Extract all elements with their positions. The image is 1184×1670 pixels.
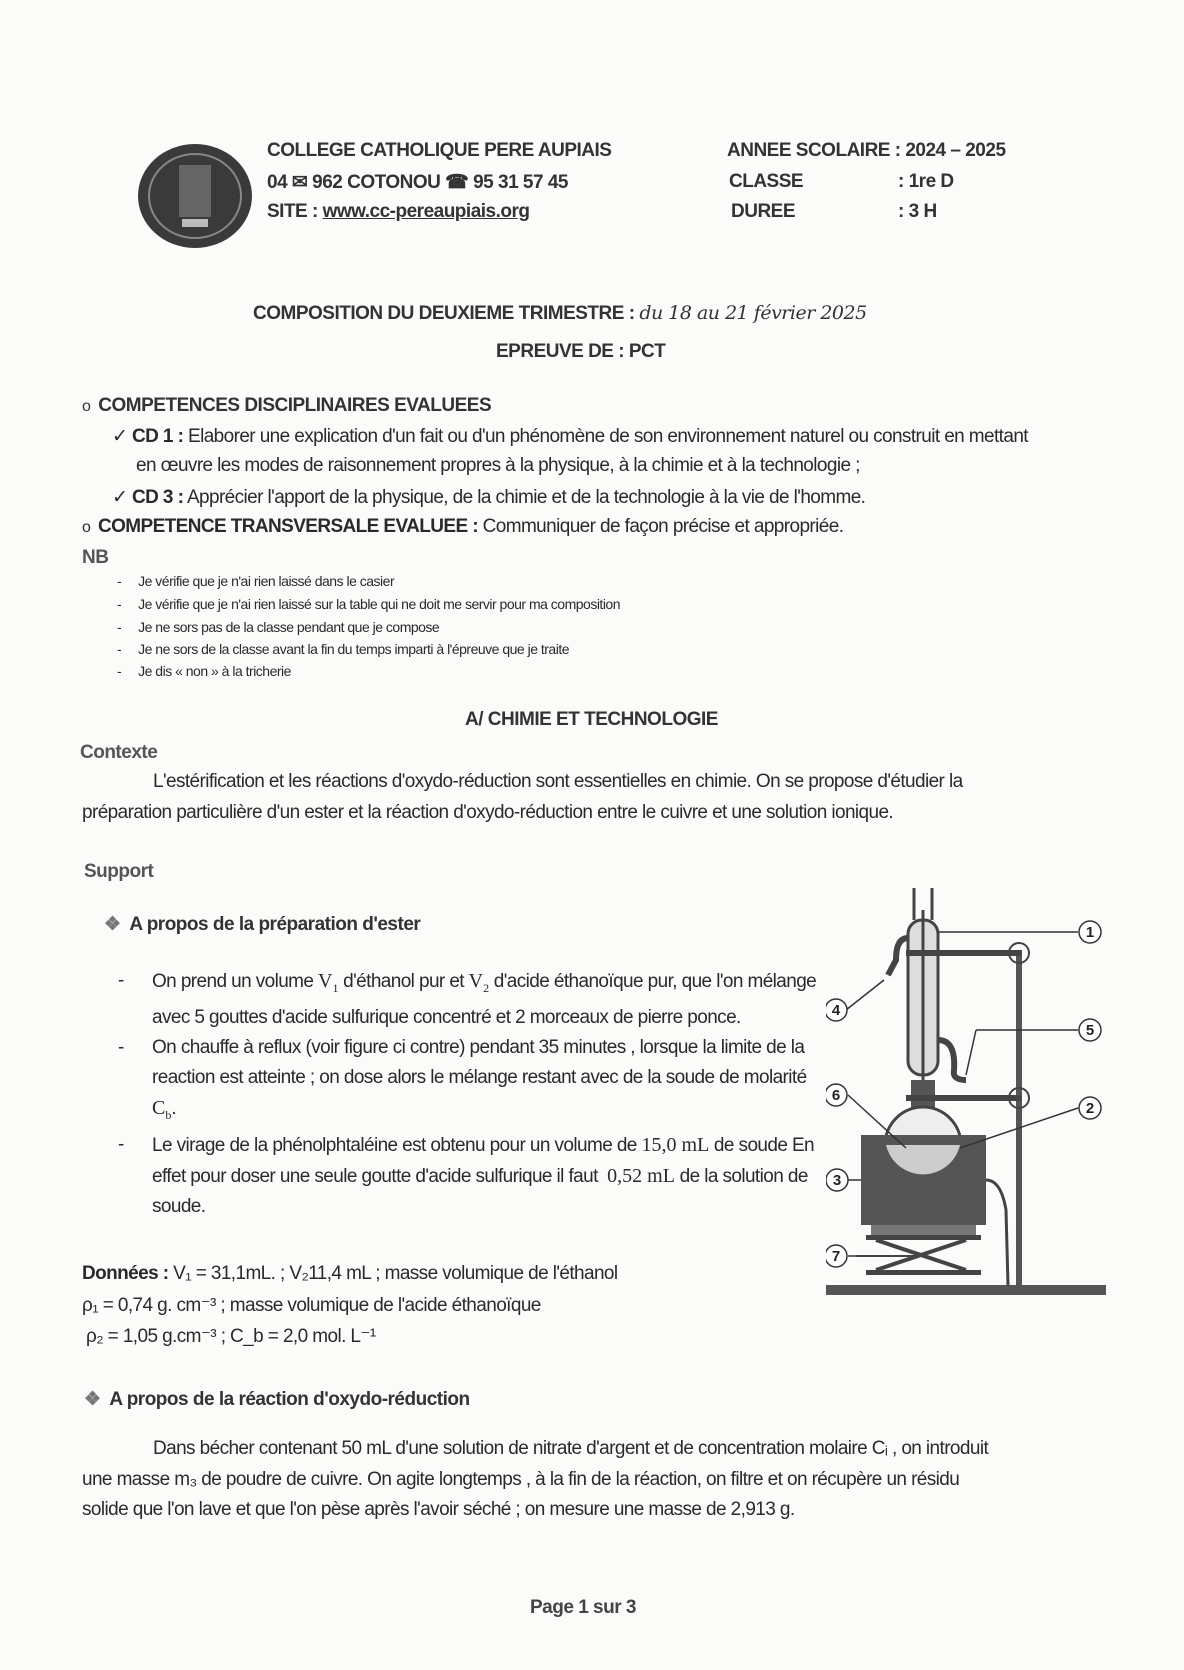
nb-item: - Je dis « non » à la tricherie [117,663,291,679]
epreuve-title: EPREUVE DE : PCT [496,341,666,362]
school-address [267,171,568,194]
donnees-label: Données : [82,1263,169,1284]
school-name: COLLEGE CATHOLIQUE PERE AUPIAIS [267,140,612,161]
contexte-line-1: L'estérification et les réactions d'oxydo-réduction sont essentielles en chimie. On se propose d'étudier la [153,771,963,792]
competence-transversale: o COMPETENCE TRANSVERSALE EVALUEE : Communiquer de façon précise et appropriée. [82,516,844,537]
nb-item-text: Je ne sors pas de la classe pendant que je compose [138,619,440,635]
redox-line-3: solide que l'on lave et que l'on pèse après l'avoir séché ; on mesure une masse de 2,913 g. [82,1499,795,1520]
competences-heading: o COMPETENCES DISCIPLINAIRES EVALUEES [82,395,492,416]
figure-label: 4 [831,1002,841,1019]
reflux-apparatus-figure [826,880,1116,1310]
figure-label: 6 [831,1087,841,1104]
nb-item: - Je vérifie que je n'ai rien laissé sur la table qui ne doit me servir pour ma composition [117,596,620,612]
duree-label: DUREE [731,201,796,222]
diamond-bullet-icon: ❖ [104,914,121,935]
transversal-label: COMPETENCE TRANSVERSALE EVALUEE : [98,516,478,537]
ester-list [118,966,818,1222]
nb-label: NB [82,547,109,568]
nb-item-text: Je vérifie que je n'ai rien laissé sur la table qui ne doit me servir pour ma composition [138,596,620,612]
cd1-line-2: en œuvre les modes de raisonnement propres à la physique, à la chimie et à la technologie ; [136,455,860,476]
nb-item: - Je ne sors pas de la classe pendant que je compose [117,619,440,635]
figure-label: 1 [1085,924,1095,941]
address-prefix: 04 [267,172,288,193]
site-url[interactable]: www.cc-pereaupiais.org [322,201,530,222]
figure-label: 3 [832,1172,842,1189]
ester-item-text: Le virage de la phénolphtaléine est obtenu pour un volume de 15,0 mL de soude En effet pour doser une seule goutte d'acide sulfurique il faut 0,52 mL de la solution de soude. [152,1134,815,1217]
ester-item-text: On prend un volume $V_1$ d'éthanol pur et $V_2$ d'acide éthanoïque pur, que l'on mélange avec 5 gouttes d'acide sulfurique concentré et 2 morceaux de pierre ponce. [152,970,817,1028]
classe-label: CLASSE [729,171,804,192]
cd1-text: Elaborer une explication d'un fait ou d'un phénomène de son environnement naturel ou construit en mettant [188,426,1028,447]
ester-item: - On chauffe à reflux (voir figure ci contre) pendant 35 minutes , lorsque la limite de la reaction est atteinte ; on dose alors le mélange restant avec de la soude de molarité $C_b$. [118,1033,818,1130]
ester-item: - On prend un volume $V_1$ d'éthanol pur et $V_2$ d'acide éthanoïque pur, que l'on mélange avec 5 gouttes d'acide sulfurique concentré et 2 morceaux de pierre ponce. [118,966,818,1033]
donnees-line-2: ρ₁ = 0,74 g. cm⁻³ ; masse volumique de l'acide éthanoïque [82,1295,541,1316]
contexte-label: Contexte [80,742,158,763]
mail-icon: ✉ [291,172,308,193]
donnees-text-1: V₁ = 31,1mL. ; V₂11,4 mL ; masse volumique de l'éthanol [173,1263,618,1284]
donnees-line-1 [82,1263,618,1285]
cd3-text: Apprécier l'apport de la physique, de la chimie et de la technologie à la vie de l'homme. [186,487,866,508]
figure-label: 2 [1085,1100,1095,1117]
figure-label: 5 [1085,1022,1095,1039]
transversal-text: Communiquer de façon précise et appropriée. [482,516,844,537]
contexte-line-2: préparation particulière d'un ester et la réaction d'oxydo-réduction entre le cuivre et une solution ionique. [82,802,894,823]
nb-item-text: Je vérifie que je n'ai rien laissé dans le casier [138,573,395,589]
school-site [267,201,530,223]
page-number: Page 1 sur 3 [530,1597,636,1618]
phone-number: 95 31 57 45 [473,172,568,193]
redox-line-1: Dans bécher contenant 50 mL d'une solution de nitrate d'argent et de concentration molaire Cᵢ , on introduit [153,1438,989,1459]
site-label: SITE : [267,201,318,222]
nb-item: - Je ne sors de la classe avant la fin du temps imparti à l'épreuve que je traite [117,641,569,657]
nb-item-text: Je dis « non » à la tricherie [138,663,291,679]
redox-line-2: une masse m₃ de poudre de cuivre. On agite longtemps , à la fin de la réaction, on filtre et on récupère un résidu [82,1469,960,1490]
ester-item-text: On chauffe à reflux (voir figure ci contre) pendant 35 minutes , lorsque la limite de la reaction est atteinte ; on dose alors le mélange restant avec de la soude de molarité $C_b$. [152,1037,807,1122]
donnees-line-3: ρ₂ = 1,05 g.cm⁻³ ; C_b = 2,0 mol. L⁻¹ [86,1326,376,1347]
diamond-bullet-icon: ❖ [84,1389,101,1410]
competences-heading-text: COMPETENCES DISCIPLINAIRES EVALUEES [98,395,492,416]
cd1-line-1 [112,425,1028,448]
phone-icon: ☎ [445,172,469,193]
ester-heading [104,913,420,936]
cd1-label: CD 1 : [132,426,184,447]
nb-item-text: Je ne sors de la classe avant la fin du temps imparti à l'épreuve que je traite [138,641,569,657]
section-a-heading: A/ CHIMIE ET TECHNOLOGIE [465,709,718,730]
classe-value: : 1re D [898,171,954,192]
redox-heading [84,1388,470,1411]
ester-item: - Le virage de la phénolphtaléine est obtenu pour un volume de 15,0 mL de soude En effet pour doser une seule goutte d'acide sulfurique il faut 0,52 mL de la solution de soude. [118,1130,818,1222]
address-mail: 962 COTONOU [312,172,441,193]
composition-dates: du 18 au 21 février 2025 [639,302,867,324]
cd3-line [112,486,865,509]
figure-label: 7 [831,1248,841,1265]
annee-scolaire: ANNEE SCOLAIRE : 2024 – 2025 [727,140,1006,161]
composition-title [253,302,867,325]
composition-label: COMPOSITION DU DEUXIEME TRIMESTRE : [253,303,635,324]
cd3-label: CD 3 : [132,487,184,508]
duree-value: : 3 H [898,201,937,222]
check-icon: ✓ [112,487,128,508]
redox-heading-text: A propos de la réaction d'oxydo-réduction [109,1389,470,1410]
nb-item: - Je vérifie que je n'ai rien laissé dans le casier [117,573,395,589]
support-label: Support [84,861,154,882]
ester-heading-text: A propos de la préparation d'ester [129,914,421,935]
school-logo [137,143,253,249]
check-icon: ✓ [112,426,128,447]
